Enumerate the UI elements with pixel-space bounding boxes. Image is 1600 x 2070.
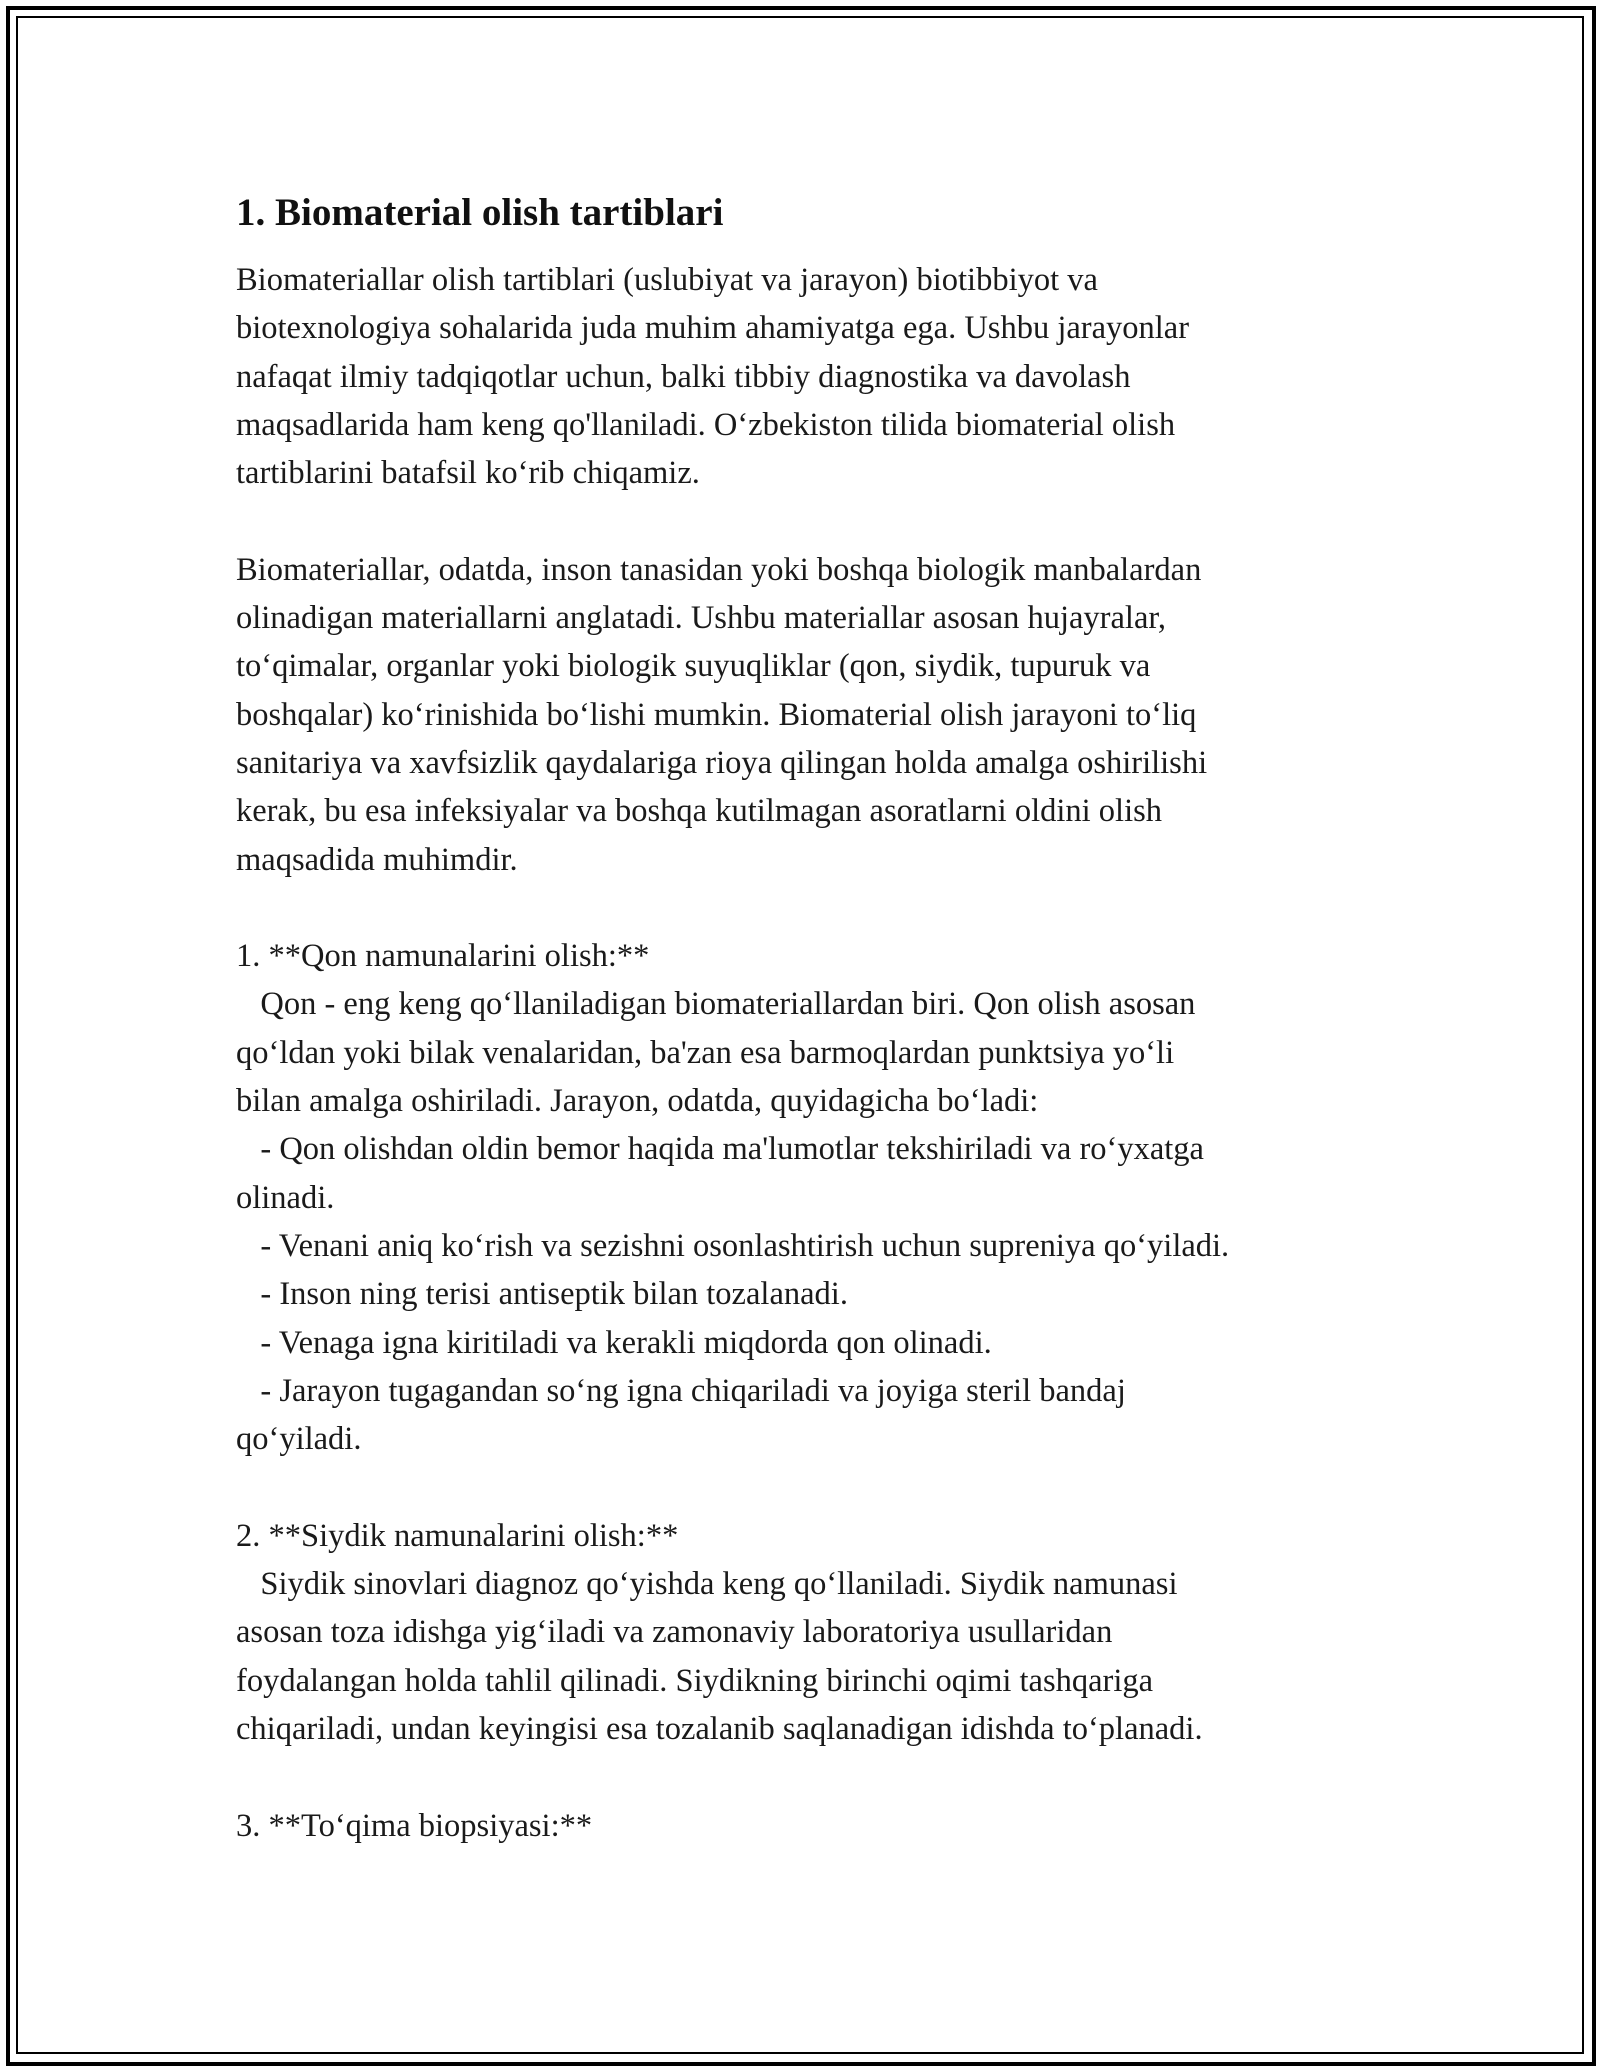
text-line: Siydik sinovlari diagnoz qo‘yishda keng qo‘llaniladi. Siydik namunasi [236, 1566, 1178, 1603]
text-line: maqsadida muhimdir. [236, 841, 518, 878]
text-line: olinadigan materiallarni anglatadi. Ushbu materiallar asosan hujayralar, [236, 600, 1167, 637]
text-line: - Jarayon tugagandan so‘ng igna chiqariladi va joyiga steril bandaj [236, 1372, 1126, 1409]
section-heading: 1. Biomaterial olish tartiblari [236, 191, 724, 234]
paragraph-spacer [236, 884, 1396, 932]
document-body [236, 256, 1396, 1850]
text-line: qo‘yiladi. [236, 1421, 362, 1458]
text-line: asosan toza idishga yig‘iladi va zamonaviy laboratoriya usullaridan [236, 1614, 1113, 1651]
text-line: Biomateriallar, odatda, inson tanasidan yoki boshqa biologik manbalardan [236, 551, 1202, 588]
text-line: nafaqat ilmiy tadqiqotlar uchun, balki tibbiy diagnostika va davolash [236, 358, 1131, 395]
text-line: qo‘ldan yoki bilak venalaridan, ba'zan esa barmoqlardan punktsiya yo‘li [236, 1034, 1175, 1071]
text-line: chiqariladi, undan keyingisi esa tozalanib saqlanadigan idishda to‘planadi. [236, 1710, 1203, 1747]
text-line: - Qon olishdan oldin bemor haqida ma'lumotlar tekshiriladi va ro‘yxatga [236, 1131, 1204, 1168]
text-line: biotexnologiya sohalarida juda muhim ahamiyatga ega. Ushbu jarayonlar [236, 310, 1190, 347]
text-line: to‘qimalar, organlar yoki biologik suyuqliklar (qon, siydik, tupuruk va [236, 648, 1151, 685]
text-line: foydalangan holda tahlil qilinadi. Siydikning birinchi oqimi tashqariga [236, 1662, 1154, 1699]
text-line: - Venaga igna kiritiladi va kerakli miqdorda qon olinadi. [236, 1324, 992, 1361]
text-line: olinadi. [236, 1179, 335, 1216]
text-line: 3. **To‘qima biopsiyasi:** [236, 1807, 593, 1844]
text-line: bilan amalga oshiriladi. Jarayon, odatda, quyidagicha bo‘ladi: [236, 1083, 1039, 1120]
text-line: boshqalar) ko‘rinishida bo‘lishi mumkin. Biomaterial olish jarayoni to‘liq [236, 696, 1197, 733]
text-line: sanitariya va xavfsizlik qaydalariga rioya qilingan holda amalga oshirilishi [236, 744, 1208, 781]
text-line: Qon - eng keng qo‘llaniladigan biomateriallardan biri. Qon olish asosan [236, 986, 1196, 1023]
paragraph-spacer [236, 1463, 1396, 1511]
text-line: - Venani aniq ko‘rish va sezishni osonlashtirish uchun supreniya qo‘yiladi. [236, 1227, 1230, 1264]
paragraph-spacer [236, 1753, 1396, 1801]
document-page [236, 184, 1396, 1850]
text-line: 1. **Qon namunalarini olish:** [236, 938, 650, 975]
text-line: tartiblarini batafsil ko‘rib chiqamiz. [236, 455, 700, 492]
text-line: kerak, bu esa infeksiyalar va boshqa kutilmagan asoratlarni oldini olish [236, 793, 1162, 830]
text-line: - Inson ning terisi antiseptik bilan tozalanadi. [236, 1276, 848, 1313]
text-line: maqsadlarida ham keng qo'llaniladi. O‘zbekiston tilida biomaterial olish [236, 406, 1176, 443]
text-line: 2. **Siydik namunalarini olish:** [236, 1517, 679, 1554]
text-line: Biomateriallar olish tartiblari (uslubiyat va jarayon) biotibbiyot va [236, 262, 1098, 298]
paragraph-spacer [236, 497, 1396, 545]
